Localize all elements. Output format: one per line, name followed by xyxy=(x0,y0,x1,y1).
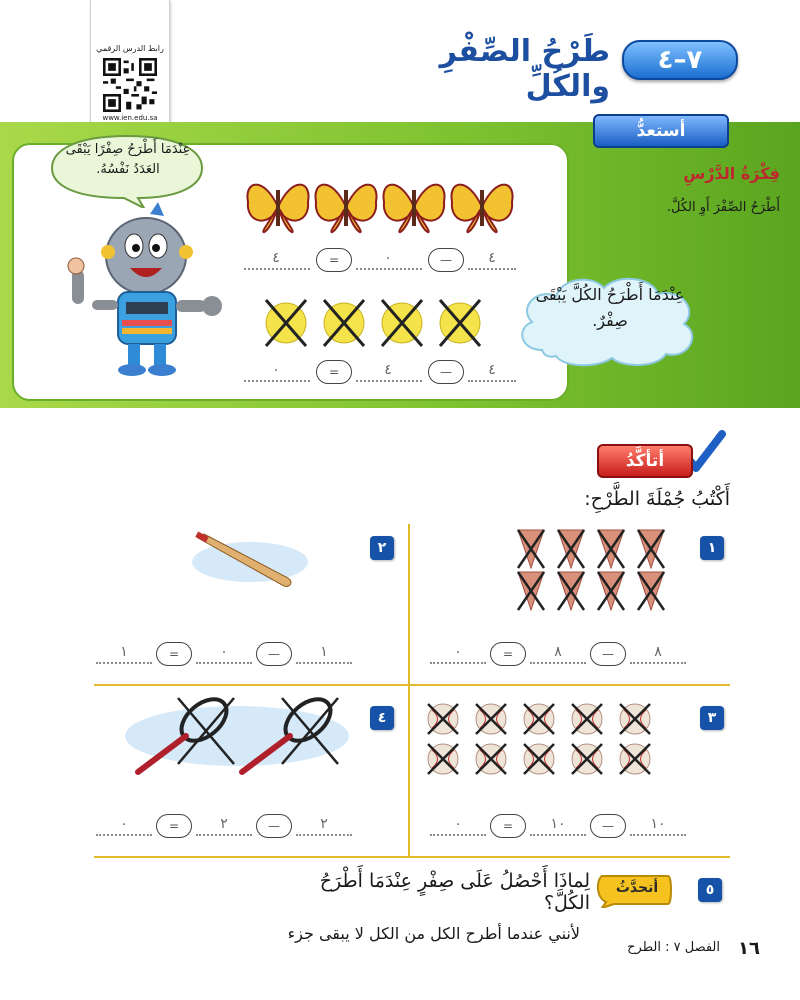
butterflies-row xyxy=(244,176,514,238)
crossed-ball-icon xyxy=(324,300,364,346)
equals-oval: = xyxy=(490,814,526,838)
minus-oval: — xyxy=(590,642,626,666)
equation-result: ٠ xyxy=(454,816,462,832)
equals-oval: = xyxy=(156,642,192,666)
grid-divider-vertical xyxy=(408,524,410,856)
equation-minuend: ١ xyxy=(320,644,328,660)
lesson-number-badge: ٧–٤ xyxy=(622,40,738,80)
problem-number-badge: ٤ xyxy=(370,706,394,730)
butterfly-icon xyxy=(315,185,376,233)
equation-subtrahend: ٢ xyxy=(220,816,228,832)
prepare-tab: أستعدُّ xyxy=(593,114,729,148)
lesson-idea-title: فِكْرَةُ الدَّرْسِ xyxy=(683,164,780,183)
equation-minuend: ٢ xyxy=(320,816,328,832)
equation-minuend: ٨ xyxy=(654,644,662,660)
page-number: ١٦ xyxy=(738,938,760,959)
crossed-balls-row xyxy=(262,296,488,350)
grid-divider-bottom xyxy=(94,856,730,858)
butterfly-icon xyxy=(247,185,308,233)
thought-cloud-text: عِنْدَمَا أَطْرَحُ الكُلَّ يَبْقَى صِفْرٌ. xyxy=(535,285,685,330)
talk-question: لِماذَا أَحْصُلُ عَلَى صِفْرٍ عِنْدَمَا أَطْرَحُ الكُلَّ؟ xyxy=(319,870,590,914)
equation-subtrahend: ٠ xyxy=(384,250,392,266)
qr-label: رابط الدرس الرقمي xyxy=(96,44,164,53)
check-instruction: أَكْتُبُ جُمْلَةَ الطَّرْحِ: xyxy=(584,488,730,510)
butterfly-icon xyxy=(451,185,512,233)
grid-divider-horizontal xyxy=(94,684,730,686)
crossed-ball-icon xyxy=(440,300,480,346)
talk-answer: لأنني عندما أطرح الكل من الكل لا يبقى جزء xyxy=(287,924,580,943)
equation-result: ٤ xyxy=(272,250,280,266)
equation-subtrahend: ٤ xyxy=(384,362,392,378)
minus-oval: — xyxy=(590,814,626,838)
equation-minuend: ١٠ xyxy=(650,816,666,832)
equation-result: ١ xyxy=(120,644,128,660)
baseball-bat xyxy=(190,530,310,590)
minus-oval: — xyxy=(428,360,464,384)
minus-oval: — xyxy=(256,814,292,838)
lesson-idea-text: أَطْرَحُ الصِّفْرَ أَوِ الكُلَّ. xyxy=(666,200,780,215)
problem-number-badge: ٥ xyxy=(698,878,722,902)
qr-card xyxy=(90,0,170,129)
equation-subtrahend: ٠ xyxy=(220,644,228,660)
minus-oval: — xyxy=(428,248,464,272)
robot-mascot xyxy=(62,200,232,378)
speech-bubble-text: عِنْدَمَا أَطْرَحُ صِفْرًا يَبْقَى العَدَدُ نَفْسُهُ. xyxy=(65,142,191,177)
talk-badge-label: أتحدَّثُ xyxy=(615,880,659,896)
equals-oval: = xyxy=(316,360,352,384)
chapter-label: الفصل ٧ : الطرح xyxy=(627,940,720,955)
qr-url[interactable]: www.ien.edu.sa xyxy=(102,114,158,122)
equals-oval: = xyxy=(490,642,526,666)
equation-result: ٠ xyxy=(120,816,128,832)
check-tab: أتأكَّدُ xyxy=(597,444,693,478)
equals-oval: = xyxy=(156,814,192,838)
butterfly-icon xyxy=(383,185,444,233)
equation-subtrahend: ١٠ xyxy=(550,816,566,832)
lesson-title: طَرْحُ الصِّفْرِ والكُلِّ xyxy=(439,34,610,104)
crossed-ball-icon xyxy=(266,300,306,346)
problem-number-badge: ٢ xyxy=(370,536,394,560)
equation-minuend: ٤ xyxy=(488,250,496,266)
equation-subtrahend: ٨ xyxy=(554,644,562,660)
qr-code[interactable] xyxy=(103,58,157,112)
equation-result: ٠ xyxy=(272,362,280,378)
crossed-tennis-rackets xyxy=(124,694,350,778)
equation-minuend: ٤ xyxy=(488,362,496,378)
minus-oval: — xyxy=(256,642,292,666)
equals-oval: = xyxy=(316,248,352,272)
crossed-baseballs xyxy=(426,702,662,778)
problem-number-badge: ٣ xyxy=(700,706,724,730)
problem-number-badge: ١ xyxy=(700,536,724,560)
equation-result: ٠ xyxy=(454,644,462,660)
crossed-ice-creams xyxy=(514,528,674,614)
crossed-ball-icon xyxy=(382,300,422,346)
